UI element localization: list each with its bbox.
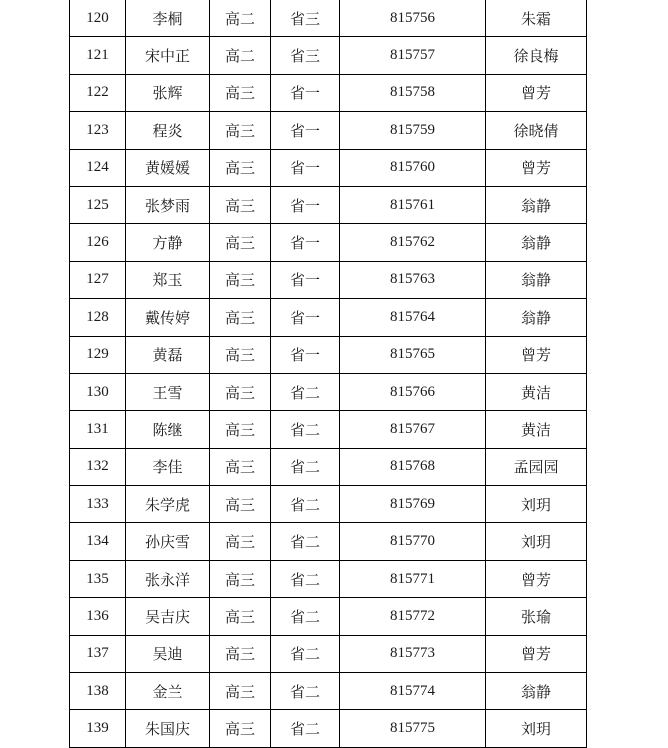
award-roster-table — [69, 0, 587, 748]
award-level-cell: 省三 — [271, 37, 340, 74]
student-name-cell: 朱国庆 — [126, 710, 210, 747]
award-level-cell: 省二 — [271, 486, 340, 523]
table-row — [70, 373, 587, 410]
award-level-cell: 省二 — [271, 523, 340, 560]
award-level-cell: 省二 — [271, 560, 340, 597]
table-row — [70, 149, 587, 186]
student-name-cell: 戴传婷 — [126, 299, 210, 336]
certificate-code-cell: 815774 — [340, 673, 486, 710]
table-body — [70, 0, 587, 747]
award-level-cell: 省一 — [271, 336, 340, 373]
grade-cell: 高三 — [210, 261, 271, 298]
student-name-cell: 陈继 — [126, 411, 210, 448]
grade-cell: 高三 — [210, 299, 271, 336]
teacher-name-cell: 翁静 — [486, 186, 587, 223]
grade-cell: 高三 — [210, 74, 271, 111]
table-row — [70, 336, 587, 373]
teacher-name-cell: 翁静 — [486, 673, 587, 710]
row-number-cell: 128 — [70, 299, 126, 336]
student-name-cell: 吴吉庆 — [126, 598, 210, 635]
student-name-cell: 金兰 — [126, 673, 210, 710]
teacher-name-cell: 曾芳 — [486, 149, 587, 186]
student-name-cell: 张辉 — [126, 74, 210, 111]
row-number-cell: 135 — [70, 560, 126, 597]
certificate-code-cell: 815763 — [340, 261, 486, 298]
certificate-code-cell: 815760 — [340, 149, 486, 186]
certificate-code-cell: 815772 — [340, 598, 486, 635]
teacher-name-cell: 曾芳 — [486, 336, 587, 373]
grade-cell: 高三 — [210, 411, 271, 448]
award-level-cell: 省一 — [271, 224, 340, 261]
award-level-cell: 省一 — [271, 299, 340, 336]
teacher-name-cell: 孟园园 — [486, 448, 587, 485]
teacher-name-cell: 翁静 — [486, 224, 587, 261]
grade-cell: 高三 — [210, 523, 271, 560]
row-number-cell: 136 — [70, 598, 126, 635]
student-name-cell: 张梦雨 — [126, 186, 210, 223]
student-name-cell: 方静 — [126, 224, 210, 261]
grade-cell: 高三 — [210, 373, 271, 410]
teacher-name-cell: 徐良梅 — [486, 37, 587, 74]
table-row — [70, 523, 587, 560]
row-number-cell: 131 — [70, 411, 126, 448]
certificate-code-cell: 815758 — [340, 74, 486, 111]
certificate-code-cell: 815773 — [340, 635, 486, 672]
certificate-code-cell: 815767 — [340, 411, 486, 448]
row-number-cell: 138 — [70, 673, 126, 710]
certificate-code-cell: 815771 — [340, 560, 486, 597]
award-level-cell: 省二 — [271, 710, 340, 747]
teacher-name-cell: 翁静 — [486, 261, 587, 298]
table-row — [70, 448, 587, 485]
award-level-cell: 省二 — [271, 635, 340, 672]
student-name-cell: 李佳 — [126, 448, 210, 485]
award-level-cell: 省二 — [271, 373, 340, 410]
row-number-cell: 130 — [70, 373, 126, 410]
row-number-cell: 120 — [70, 0, 126, 37]
grade-cell: 高三 — [210, 336, 271, 373]
table-row — [70, 560, 587, 597]
row-number-cell: 125 — [70, 186, 126, 223]
table-row — [70, 635, 587, 672]
student-name-cell: 程炎 — [126, 112, 210, 149]
certificate-code-cell: 815770 — [340, 523, 486, 560]
table-row — [70, 710, 587, 747]
row-number-cell: 139 — [70, 710, 126, 747]
row-number-cell: 123 — [70, 112, 126, 149]
grade-cell: 高三 — [210, 673, 271, 710]
grade-cell: 高三 — [210, 560, 271, 597]
award-level-cell: 省三 — [271, 0, 340, 37]
award-level-cell: 省一 — [271, 74, 340, 111]
grade-cell: 高二 — [210, 0, 271, 37]
row-number-cell: 137 — [70, 635, 126, 672]
certificate-code-cell: 815757 — [340, 37, 486, 74]
row-number-cell: 122 — [70, 74, 126, 111]
student-name-cell: 吴迪 — [126, 635, 210, 672]
teacher-name-cell: 曾芳 — [486, 74, 587, 111]
table-row — [70, 261, 587, 298]
teacher-name-cell: 刘玥 — [486, 523, 587, 560]
grade-cell: 高二 — [210, 37, 271, 74]
certificate-code-cell: 815769 — [340, 486, 486, 523]
grade-cell: 高三 — [210, 635, 271, 672]
teacher-name-cell: 曾芳 — [486, 560, 587, 597]
certificate-code-cell: 815764 — [340, 299, 486, 336]
certificate-code-cell: 815766 — [340, 373, 486, 410]
student-name-cell: 王雪 — [126, 373, 210, 410]
award-level-cell: 省二 — [271, 448, 340, 485]
row-number-cell: 127 — [70, 261, 126, 298]
row-number-cell: 126 — [70, 224, 126, 261]
row-number-cell: 134 — [70, 523, 126, 560]
certificate-code-cell: 815762 — [340, 224, 486, 261]
award-level-cell: 省二 — [271, 598, 340, 635]
grade-cell: 高三 — [210, 486, 271, 523]
table-row — [70, 299, 587, 336]
table-row — [70, 598, 587, 635]
table-row — [70, 411, 587, 448]
table-row — [70, 0, 587, 37]
grade-cell: 高三 — [210, 224, 271, 261]
student-name-cell: 孙庆雪 — [126, 523, 210, 560]
student-name-cell: 张永洋 — [126, 560, 210, 597]
grade-cell: 高三 — [210, 186, 271, 223]
award-level-cell: 省二 — [271, 673, 340, 710]
table-row — [70, 186, 587, 223]
table-row — [70, 673, 587, 710]
certificate-code-cell: 815775 — [340, 710, 486, 747]
certificate-code-cell: 815756 — [340, 0, 486, 37]
row-number-cell: 132 — [70, 448, 126, 485]
teacher-name-cell: 徐晓倩 — [486, 112, 587, 149]
row-number-cell: 124 — [70, 149, 126, 186]
grade-cell: 高三 — [210, 448, 271, 485]
award-level-cell: 省二 — [271, 411, 340, 448]
award-level-cell: 省一 — [271, 186, 340, 223]
teacher-name-cell: 朱霜 — [486, 0, 587, 37]
teacher-name-cell: 刘玥 — [486, 710, 587, 747]
table-row — [70, 486, 587, 523]
row-number-cell: 129 — [70, 336, 126, 373]
table-row — [70, 112, 587, 149]
table-row — [70, 37, 587, 74]
student-name-cell: 李桐 — [126, 0, 210, 37]
certificate-code-cell: 815761 — [340, 186, 486, 223]
certificate-code-cell: 815765 — [340, 336, 486, 373]
table-row — [70, 224, 587, 261]
row-number-cell: 133 — [70, 486, 126, 523]
grade-cell: 高三 — [210, 112, 271, 149]
teacher-name-cell: 张瑜 — [486, 598, 587, 635]
student-name-cell: 黄媛媛 — [126, 149, 210, 186]
row-number-cell: 121 — [70, 37, 126, 74]
table-row — [70, 74, 587, 111]
teacher-name-cell: 黄洁 — [486, 373, 587, 410]
student-name-cell: 宋中正 — [126, 37, 210, 74]
award-level-cell: 省一 — [271, 112, 340, 149]
teacher-name-cell: 曾芳 — [486, 635, 587, 672]
document-page — [69, 0, 586, 748]
teacher-name-cell: 翁静 — [486, 299, 587, 336]
student-name-cell: 郑玉 — [126, 261, 210, 298]
student-name-cell: 朱学虎 — [126, 486, 210, 523]
teacher-name-cell: 黄洁 — [486, 411, 587, 448]
certificate-code-cell: 815759 — [340, 112, 486, 149]
student-name-cell: 黄磊 — [126, 336, 210, 373]
certificate-code-cell: 815768 — [340, 448, 486, 485]
grade-cell: 高三 — [210, 710, 271, 747]
grade-cell: 高三 — [210, 598, 271, 635]
teacher-name-cell: 刘玥 — [486, 486, 587, 523]
award-level-cell: 省一 — [271, 261, 340, 298]
award-level-cell: 省一 — [271, 149, 340, 186]
grade-cell: 高三 — [210, 149, 271, 186]
